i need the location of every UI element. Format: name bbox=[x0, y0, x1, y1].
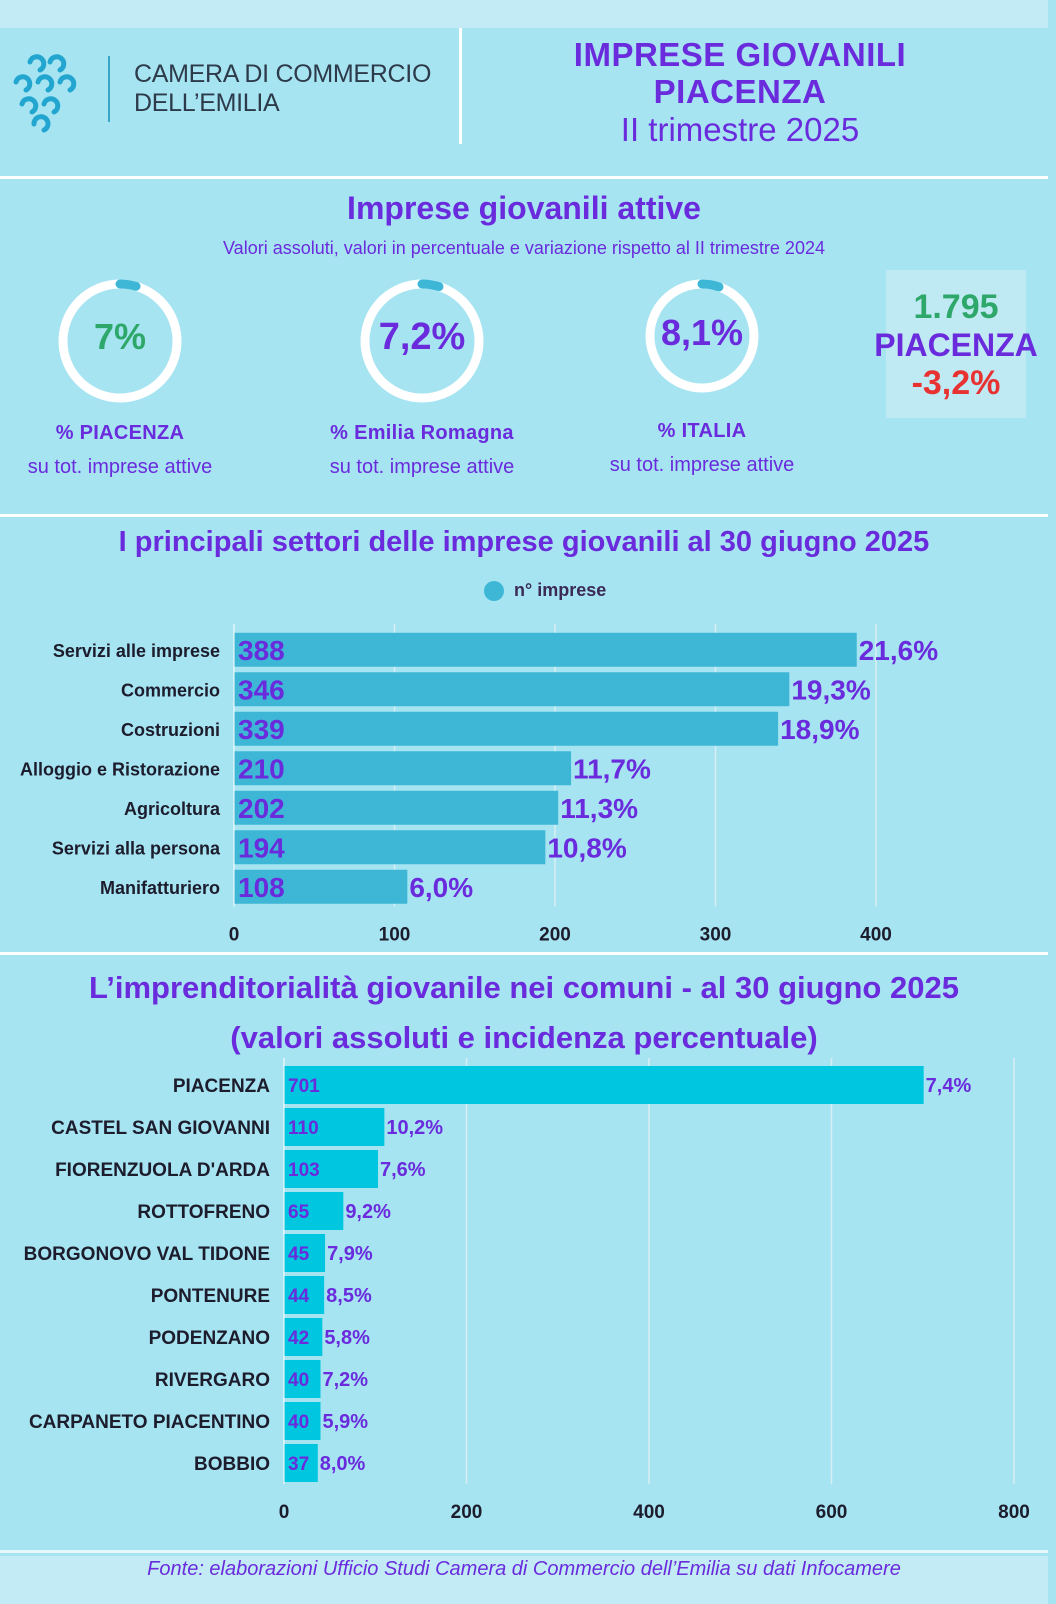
kpi-value: 7,2% bbox=[378, 316, 466, 358]
bar-value-label: 388 bbox=[238, 634, 285, 666]
x-tick-label: 0 bbox=[278, 1502, 290, 1523]
section-divider bbox=[0, 176, 1048, 179]
title-line-2: PIACENZA bbox=[653, 73, 827, 110]
category-label: BORGONOVO VAL TIDONE bbox=[23, 1244, 270, 1265]
category-label: CARPANETO PIACENTINO bbox=[28, 1412, 270, 1433]
kpi-piacenza bbox=[0, 276, 240, 486]
kpi-value: 7% bbox=[93, 316, 147, 357]
bar bbox=[234, 633, 857, 667]
logo-divider bbox=[108, 56, 110, 122]
bar-value-label: 339 bbox=[238, 713, 285, 745]
bar-value-label: 44 bbox=[288, 1285, 310, 1307]
bar-percent-label: 7,9% bbox=[327, 1243, 373, 1266]
bar-percent-label: 6,0% bbox=[409, 871, 474, 903]
kpi-value: 8,1% bbox=[660, 312, 744, 353]
kpi-sublabel: su tot. imprese attive bbox=[329, 456, 515, 478]
bar-percent-label: 18,9% bbox=[780, 713, 860, 745]
category-label: ROTTOFRENO bbox=[137, 1202, 270, 1223]
bar-value-label: 45 bbox=[288, 1243, 310, 1265]
category-label: Servizi alle imprese bbox=[52, 640, 220, 661]
category-label: Commercio bbox=[120, 680, 220, 701]
category-label: Manifatturiero bbox=[99, 877, 220, 898]
x-tick-label: 400 bbox=[860, 924, 892, 946]
kpi-sublabel: su tot. imprese attive bbox=[27, 456, 213, 478]
bar-percent-label: 7,2% bbox=[322, 1369, 369, 1392]
title-line-1: IMPRESE GIOVANILI bbox=[573, 36, 907, 73]
bar-percent-label: 21,6% bbox=[858, 634, 939, 666]
category-label: FIORENZUOLA D'ARDA bbox=[55, 1160, 270, 1181]
section-divider bbox=[0, 952, 1048, 955]
kpi-italia bbox=[582, 276, 822, 486]
section-divider bbox=[0, 1550, 1048, 1553]
category-label: PODENZANO bbox=[148, 1328, 270, 1349]
bar-value-label: 202 bbox=[238, 792, 285, 824]
bar-percent-label: 9,2% bbox=[345, 1201, 391, 1224]
category-label: CASTEL SAN GIOVANNI bbox=[51, 1118, 270, 1139]
category-label: BOBBIO bbox=[194, 1454, 270, 1475]
legend-swatch bbox=[484, 581, 504, 601]
bar-percent-label: 7,6% bbox=[379, 1159, 426, 1182]
bar-percent-label: 11,3% bbox=[560, 792, 639, 824]
municipalities-bar-chart bbox=[0, 1060, 1048, 1523]
kpi-total-variation: -3,2% bbox=[911, 364, 1001, 402]
x-tick-label: 600 bbox=[815, 1502, 848, 1523]
bar-value-label: 42 bbox=[288, 1327, 310, 1349]
sectors-bar-chart bbox=[0, 610, 1048, 946]
bar-percent-label: 5,8% bbox=[324, 1327, 370, 1350]
legend-label: n° imprese bbox=[514, 580, 607, 600]
kpi-label: % ITALIA bbox=[657, 420, 747, 442]
bar-value-label: 65 bbox=[288, 1201, 310, 1223]
bar-value-label: 110 bbox=[288, 1117, 319, 1139]
bar-percent-label: 7,4% bbox=[925, 1075, 972, 1098]
bar-percent-label: 10,8% bbox=[547, 832, 627, 864]
kpi-total-place: PIACENZA bbox=[874, 327, 1038, 363]
title-line-3: II trimestre 2025 bbox=[620, 111, 860, 148]
bar-percent-label: 11,7% bbox=[573, 753, 651, 785]
source-note: Fonte: elaborazioni Ufficio Studi Camera di Commercio dell’Emilia su dati Infocamere bbox=[147, 1558, 901, 1580]
bar-value-label: 210 bbox=[238, 753, 285, 785]
bar-value-label: 37 bbox=[288, 1453, 310, 1475]
bar-percent-label: 19,3% bbox=[791, 674, 871, 706]
bar-value-label: 194 bbox=[238, 832, 285, 864]
kpi-label: % Emilia Romagna bbox=[330, 422, 514, 444]
kpi-label: % PIACENZA bbox=[55, 422, 185, 444]
section-divider bbox=[0, 514, 1048, 517]
kpi-emilia-romagna bbox=[302, 276, 542, 486]
kpi-section-title: Imprese giovanili attive bbox=[347, 190, 701, 226]
category-label: PIACENZA bbox=[172, 1076, 270, 1097]
bar-value-label: 40 bbox=[288, 1411, 310, 1433]
header-divider bbox=[459, 28, 462, 144]
category-label: Servizi alla persona bbox=[51, 838, 220, 859]
chamber-of-commerce-logo bbox=[0, 40, 90, 136]
bar-percent-label: 10,2% bbox=[386, 1117, 444, 1140]
org-line-1: CAMERA DI COMMERCIO bbox=[134, 60, 432, 88]
x-tick-label: 0 bbox=[228, 924, 240, 946]
kpi-section-subtitle: Valori assoluti, valori in percentuale e variazione rispetto al II trimestre 2024 bbox=[223, 238, 825, 258]
bar-value-label: 108 bbox=[238, 871, 285, 903]
bar-value-label: 346 bbox=[238, 674, 285, 706]
kpi-sublabel: su tot. imprese attive bbox=[609, 454, 795, 476]
x-tick-label: 400 bbox=[633, 1502, 665, 1523]
top-band bbox=[0, 0, 1048, 28]
bar bbox=[234, 712, 778, 746]
category-label: Agricoltura bbox=[123, 798, 220, 819]
kpi-total-box bbox=[874, 270, 1038, 418]
x-tick-label: 100 bbox=[378, 924, 411, 946]
x-tick-label: 800 bbox=[998, 1502, 1030, 1523]
chart1-legend bbox=[484, 580, 606, 601]
organization-name bbox=[134, 60, 431, 118]
bar-value-label: 103 bbox=[288, 1159, 320, 1181]
category-label: Alloggio e Ristorazione bbox=[19, 759, 220, 780]
bar-value-label: 701 bbox=[288, 1075, 320, 1097]
bar bbox=[284, 1066, 924, 1104]
category-label: RIVERGARO bbox=[154, 1370, 270, 1391]
chart2-subtitle: (valori assoluti e incidenza percentuale) bbox=[230, 1020, 818, 1055]
bar-percent-label: 8,0% bbox=[319, 1453, 366, 1476]
bar bbox=[234, 672, 789, 706]
category-label: PONTENURE bbox=[150, 1286, 270, 1307]
bar-percent-label: 5,9% bbox=[322, 1411, 369, 1434]
chart2-title: L’imprenditorialità giovanile nei comuni - al 30 giugno 2025 bbox=[89, 970, 959, 1005]
category-label: Costruzioni bbox=[121, 719, 220, 740]
x-tick-label: 300 bbox=[699, 924, 732, 946]
chart1-title: I principali settori delle imprese giovanili al 30 giugno 2025 bbox=[118, 526, 930, 558]
org-line-2: DELL’EMILIA bbox=[134, 89, 280, 117]
kpi-total-count: 1.795 bbox=[913, 288, 999, 326]
bar-value-label: 40 bbox=[288, 1369, 310, 1391]
x-tick-label: 200 bbox=[450, 1502, 483, 1523]
report-title bbox=[468, 36, 1012, 150]
bar-percent-label: 8,5% bbox=[326, 1285, 372, 1308]
x-tick-label: 200 bbox=[539, 924, 571, 946]
